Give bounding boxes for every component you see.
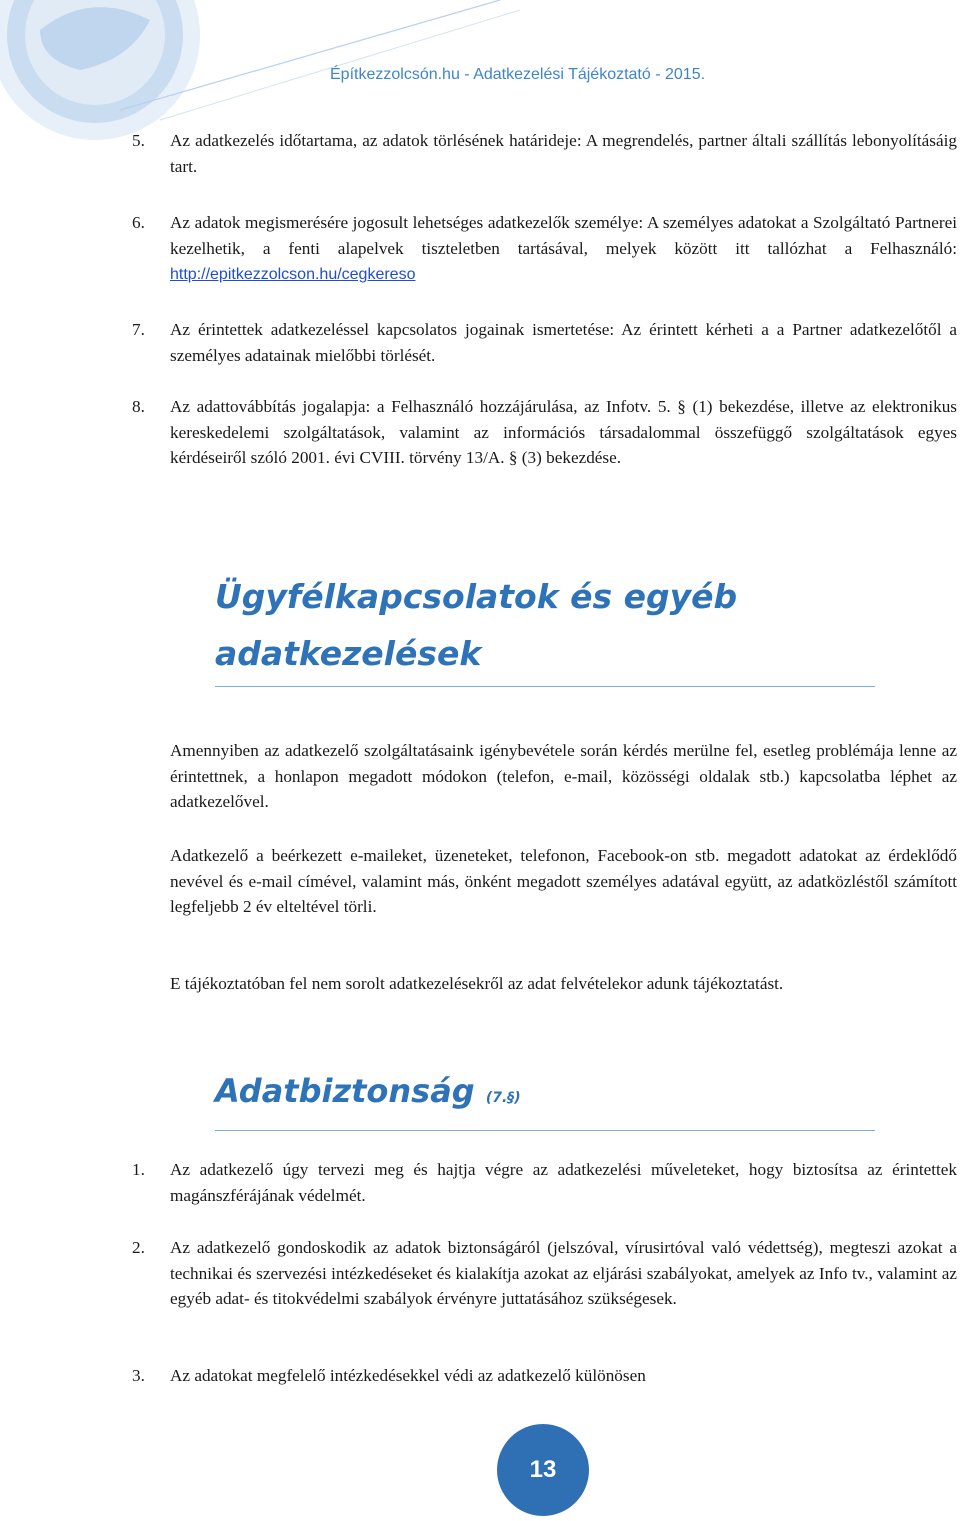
section-heading-suffix: (7.§) xyxy=(485,1090,521,1106)
list-item xyxy=(132,1363,957,1389)
page-number-badge: 13 xyxy=(497,1424,589,1516)
paragraph: E tájékoztatóban fel nem sorolt adatkezelésekről az adat felvételekor adunk tájékoztatást. xyxy=(170,974,784,993)
list-item-text: Az adatkezelés időtartama, az adatok törlésének határideje: A megrendelés, partner általi szállítás lebonyolításáig tart. xyxy=(170,131,957,176)
list-item xyxy=(132,210,957,288)
list-item-text: Az adatokat megfelelő intézkedésekkel védi az adatkezelő különösen xyxy=(170,1366,646,1385)
heading-divider xyxy=(215,686,875,687)
list-item-number: 1. xyxy=(132,1160,145,1179)
list-item xyxy=(132,1235,957,1312)
list-item-text-container xyxy=(170,210,957,288)
document-header-title: Építkezzolcsón.hu - Adatkezelési Tájékoztató - 2015. xyxy=(330,66,706,83)
list-item-text: Az adattovábbítás jogalapja: a Felhasználó hozzájárulása, az Infotv. 5. § (1) bekezdése, illetve az elektronikus kereskedelemi szolgáltatások, valamint az információs társadalommal összefüggő szolgáltatások egyes kérdéseiről szóló 2001. évi CVIII. törvény 13/A. § (3) bekezdése. xyxy=(170,397,957,467)
section-heading-text: Adatbiztonság xyxy=(215,1072,475,1110)
list-item-text: Az adatkezelő úgy tervezi meg és hajtja végre az adatkezelési műveleteket, hogy biztosítsa az érintettek magánszférájának védelmét. xyxy=(170,1160,957,1205)
list-item-number: 7. xyxy=(132,320,145,339)
list-item xyxy=(132,394,957,471)
section-heading-customer-relations: Ügyfélkapcsolatok és egyéb adatkezelések xyxy=(215,577,738,673)
list-item-number: 6. xyxy=(132,213,145,232)
list-item-number: 5. xyxy=(132,131,145,150)
list-item xyxy=(132,1157,957,1208)
list-item-number: 3. xyxy=(132,1366,145,1385)
section-heading-data-security xyxy=(215,1066,521,1123)
list-item-text: Az érintettek adatkezeléssel kapcsolatos jogainak ismertetése: Az érintett kérheti a a Partner adatkezelőtől a személyes adatainak mielőbbi törlését. xyxy=(170,320,957,365)
heading-divider xyxy=(215,1130,875,1131)
paragraph: Adatkezelő a beérkezett e-maileket, üzeneteket, telefonon, Facebook-on stb. megadott adatokat az érdeklődő nevével és e-mail címével, valamint más, önként megadott személyes adatával együtt, az adatközléstől számított legfeljebb 2 év elteltével törli. xyxy=(170,846,957,916)
list-item xyxy=(132,317,957,368)
paragraph: Amennyiben az adatkezelő szolgáltatásaink igénybevétele során kérdés merülne fel, esetleg problémája lenne az érintettnek, a honlapon megadott módokon (telefon, e-mail, közösségi oldalak stb.) kapcsolatba léphet az adatkezelővel. xyxy=(170,741,957,811)
list-item-number: 2. xyxy=(132,1238,145,1257)
list-item-number: 8. xyxy=(132,397,145,416)
partner-search-link[interactable]: http://epitkezzolcson.hu/cegkereso xyxy=(170,266,416,283)
list-item-text: Az adatkezelő gondoskodik az adatok biztonságáról (jelszóval, vírusirtóval való védettség), megteszi azokat a technikai és szervezési intézkedéseket és kialakítja azokat az eljárási szabályokat, amelyek az Info tv., valamint az egyéb adat- és titokvédelmi szabályok érvényre juttatásához szükségesek. xyxy=(170,1238,957,1308)
list-item-text: Az adatok megismerésére jogosult lehetséges adatkezelők személye: A személyes adatokat a Szolgáltató Partnerei kezelhetik, a fenti alapelvek tiszteletben tartásával, melyek között itt tallózhat a Felhasználó: xyxy=(170,213,957,258)
list-item xyxy=(132,128,957,179)
